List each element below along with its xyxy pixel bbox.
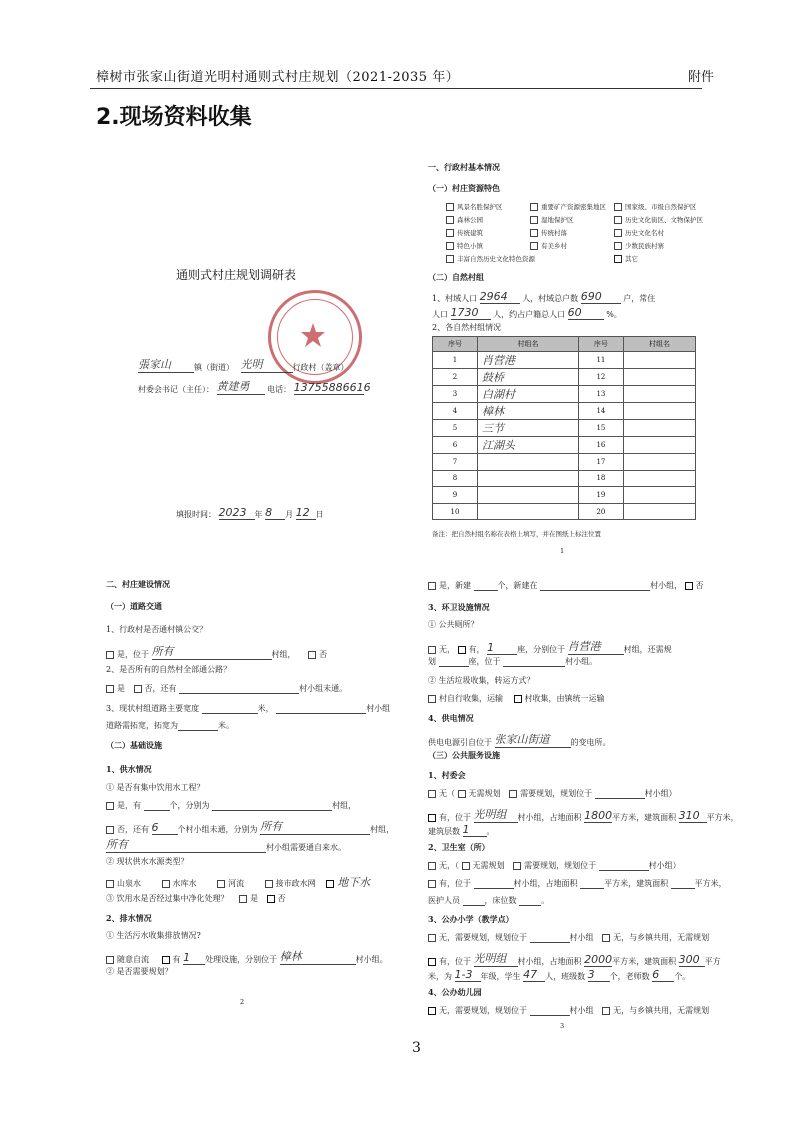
survey-form-title: 通则式村庄规划调研表 [176,268,297,282]
water-no-count: 6 [152,821,178,835]
table-header: 村组名 [623,337,695,352]
c3-build-unit: 平方 [704,957,721,966]
village-name [478,503,579,520]
toilet-plan-line [428,580,704,591]
water-need-label: 村小组需要通自来水。 [266,843,346,852]
resource-item: 传统建筑 [457,229,483,237]
table-row [433,369,696,386]
c3-students: 47 [523,968,545,982]
table-header: 序号 [578,337,623,352]
road-width-line [106,703,390,714]
c2-area-label: 村小组，占地面积 [513,879,578,888]
table-header-row [433,337,696,352]
table-row [433,503,696,520]
water-heading: 1、供水情况 [106,764,152,774]
c3-teachers-tail: 个。 [674,972,691,981]
row-number: 3 [433,386,478,403]
table-row [433,352,696,369]
c1-none: 无（ [439,789,455,798]
drain-q2: ② 是否需要规划？ [106,967,173,976]
source-option: 接市政水网 [275,879,316,888]
village-name: 江湖头 [478,437,579,454]
toilet-mid: 座，分别位于 [517,645,566,654]
panel-page-mark: 1 [560,547,565,555]
village-name: 鼓桥 [478,369,579,386]
resource-item: 丰富自然历史文化特色资源 [457,255,535,263]
toilet-location: 肖营港 [568,638,624,655]
toilet-plan-b: 座，位于 [468,657,501,666]
row-number: 16 [578,437,623,454]
village-groups-table [432,336,696,520]
road-width-unit: 米， [257,704,274,713]
clinic-heading: 2、卫生室（所） [428,842,490,852]
drain-tail: 村小组。 [355,955,388,964]
town-label: 镇（街道） [194,363,234,372]
row-number: 2 [433,369,478,386]
garbage-question: ② 生活垃圾收集，转运方式？ [428,676,535,685]
garbage-answer [428,693,605,704]
resource-item: 特色小镇 [457,242,483,250]
row-number: 5 [433,420,478,437]
c1-noplan: 无需规划 [468,789,501,798]
c1-plan: 需要规划，规划位于 [520,789,593,798]
power-line [428,731,611,748]
new-label: 是，新建 [439,581,471,590]
row-number: 20 [578,503,623,520]
water-need-value: 所有 [106,836,266,853]
resident-value: 1730 [451,306,491,320]
households-label: 人，村域总户数 [522,294,579,303]
village-groups-label: 2、各自然村组情况 [432,323,502,332]
garbage-self: 村自行收集，运输 [439,694,503,703]
c3-area-label: 村小组，占地面积 [517,957,582,966]
committee-heading: 1、村委会 [428,770,466,780]
road-widen-unit: 米。 [218,721,234,730]
village-name [478,454,579,471]
road-yes: 是 [117,684,125,693]
section-title: 2.现场资料收集 [96,105,252,130]
c1-area: 1800 [584,809,613,822]
table-row [433,420,696,437]
resource-item: 传统村落 [541,229,567,237]
table-row [433,487,696,504]
toilet-answer [428,638,672,655]
water-q1-yes [106,800,356,811]
c1-area-label: 村小组，占地面积 [517,813,582,822]
c2-none: 无，（ [439,861,459,870]
row-number: 10 [433,503,478,520]
seal-star-icon [300,322,326,348]
date-label: 填报时间： [176,510,216,519]
village-name [478,470,579,487]
document-header-appendix: 附件 [688,70,715,85]
resident-label: 户，常住 [623,294,656,303]
c3-teachers: 6 [652,968,674,982]
c2-staff-label: 医护人员 [428,896,460,905]
c3-tail: 村小组 [569,933,594,942]
secretary-label: 村委会书记（主任）： [138,385,214,394]
water-no-label: 否，还有 [117,825,149,834]
road-answer [106,683,347,694]
school-none [428,932,709,943]
date-line [176,506,324,520]
panel-page-mark: 2 [240,998,245,1006]
c3-plan: 无，需要规划，规划位于 [439,933,527,942]
table-header: 村组名 [478,337,579,352]
document-header-title: 樟树市张家山街道光明村通则式村庄规划（2021-2035 年） [96,70,460,85]
water-q3 [106,893,286,904]
resident-prefix: 人口 [432,310,448,319]
c2-beds-tail: 。 [541,896,550,905]
new-mid: 个，新建在 [497,581,538,590]
percent-value: 60 [568,306,604,320]
water-sources [106,874,370,890]
toilet-none: 无， [439,645,455,654]
c2-build-label: 平方米，建筑面积 [604,879,669,888]
phone-label: 电话： [267,385,292,394]
committee-none [428,788,677,799]
water-q3-label: ③ 饮用水是否经过集中净化处理？ [106,894,229,903]
drain-heading: 2、排水情况 [106,913,152,923]
water-no-groups: 所有 [260,818,370,835]
c3-classes: 3 [588,968,610,982]
c1-floors: 1 [463,823,487,837]
water-no-mid: 个村小组未通，分别为 [177,825,258,834]
c2-noplan: 无需规划 [472,861,505,870]
row-number: 8 [433,470,478,487]
kindergarten-heading: 4、公办幼儿园 [428,987,482,997]
day-unit: 日 [315,510,324,519]
toilet-count: 1 [487,641,517,655]
water-yes-mid: 个，分别为 [169,801,210,810]
c2-beds-label: ，床位数 [484,896,517,905]
percent-label: 人，约占户籍总人口 [493,310,566,319]
traffic-heading: （一）道路交通 [106,601,162,611]
toilet-plan-a: 划 [428,657,436,666]
resource-item: 湿地保护区 [541,216,574,224]
c2-has: 有，位于 [439,879,471,888]
c3-grades: 1-3 [455,968,481,982]
toilet-tail: 村组，还需规 [623,645,672,654]
power-heading: 4、供电情况 [428,713,474,723]
c4-plan: 无，需要规划，规划位于 [439,1006,527,1015]
toilet-has: 有， [468,645,485,654]
village-name: 樟林 [478,403,579,420]
water-no-tail: 村组， [370,825,395,834]
toilet-plan-c: 村小组。 [565,657,598,666]
c3-area: 2000 [584,953,613,966]
drain-answer [106,948,388,965]
toilet-plan [428,656,597,667]
table-row [433,454,696,471]
c2-plan: 需要规划，规划位于 [524,861,597,870]
c1-floors-tail: 。 [486,827,495,836]
bus-answer [106,643,327,660]
row-number: 1 [433,352,478,369]
c3-build-label: 平方米，建筑面积 [612,957,677,966]
c1-build-unit: 平方米， [706,813,739,822]
public-heading: （三）公共服务设施 [428,750,500,760]
bus-no: 否 [319,650,328,659]
c4-shared: 无，与乡镇共用，无需规划 [613,1006,710,1015]
env-heading: 3、环卫设施情况 [428,602,490,612]
table-row [433,403,696,420]
c1-has: 有，位于 [439,813,471,822]
school-heading: 3、公办小学（教学点） [428,914,514,924]
drain-location: 樟林 [280,948,356,965]
water-q3-no: 否 [277,894,286,903]
committee-has [428,806,739,823]
village-name: 白湖村 [478,386,579,403]
new-no: 否 [695,581,704,590]
clinic-staff [428,895,549,906]
row-number: 18 [578,470,623,487]
infra-heading: （二）基础设施 [106,740,162,750]
population-line-2 [432,306,622,320]
year-value: 2023 [219,506,255,520]
bus-value: 所有 [152,643,272,660]
drain-mid: 处理设施，分别位于 [205,955,278,964]
row-number: 14 [578,403,623,420]
water-q3-yes: 是 [250,894,259,903]
c1-build-label: 平方米，建筑面积 [612,813,677,822]
c3-students-label: 年级，学生 [480,972,521,981]
committee-floors [428,823,495,837]
month-unit: 月 [285,510,294,519]
resource-item: 有美乡村 [541,242,567,250]
c3-teachers-label: 个，老师数 [609,972,650,981]
village-value: 光明 [241,356,293,373]
c4-tail: 村小组 [569,1006,594,1015]
resource-item-checked: 其它 [625,255,638,263]
population-label: 1、村域人口 [432,294,478,303]
panel-page-mark: 3 [560,1022,565,1030]
source-option: 河流 [228,879,245,888]
table-row [433,386,696,403]
resources-heading: （一）村庄资源特色 [428,183,500,193]
clinic-none [428,860,681,871]
drain-count: 1 [183,951,205,965]
source-option-checked: 地下水 [337,876,371,889]
table-header: 序号 [433,337,478,352]
row-number: 19 [578,487,623,504]
bus-question: 1、行政村是否通村镇公交？ [106,625,208,634]
table-row [433,437,696,454]
c2-tail: 村小组） [648,861,681,870]
road-widen-line [106,720,234,731]
c3-shared: 无，与乡镇共用，无需规划 [613,933,710,942]
power-tail: 的变电所。 [570,738,611,747]
resource-item: 重要矿产资源密集地区 [541,203,606,211]
resource-item: 国家级、市级自然保护区 [625,203,697,211]
village-name [478,487,579,504]
households-value: 690 [581,290,621,304]
town-line [138,356,349,373]
percent-sign: %。 [606,310,622,319]
village-name: 三节 [478,420,579,437]
source-option: 山泉水 [117,879,141,888]
c3-grades-label: 米，为 [428,972,452,981]
c1-tail: 村小组） [644,789,677,798]
clinic-has [428,878,727,889]
resource-item: 森林公园 [457,216,483,224]
water-yes-label: 是，有 [117,801,141,810]
header-rule [90,88,702,89]
village-label: 行政村（盖章） [292,363,349,372]
table-row [433,470,696,487]
road-question: 2、是否所有的自然村全部通公路？ [106,665,232,674]
row-number: 15 [578,420,623,437]
secretary-line [138,378,371,395]
kindergarten-answer [428,1005,709,1016]
bus-yes: 是，位于 [117,650,149,659]
row-number: 11 [578,352,623,369]
village-info-heading: 一、行政村基本情况 [428,162,500,172]
month-value: 8 [265,506,285,520]
row-number: 7 [433,454,478,471]
village-name: 肖营港 [478,352,579,369]
water-q1-no [106,818,394,835]
phone-value: 13755886616 [293,381,371,394]
new-tail: 村小组， [650,581,683,590]
page-number: 3 [412,1040,421,1056]
water-q2: ② 现状供水水源类型？ [106,857,189,866]
town-value: 張家山 [138,356,194,373]
c1-floors-label: 建筑层数 [428,827,460,836]
road-tail: 村小组未通。 [299,684,348,693]
row-number: 12 [578,369,623,386]
water-yes-tail: 村组， [332,801,357,810]
resource-item: 少数民族村寨 [625,242,664,250]
drain-free: 随意自流 [117,955,149,964]
water-q1: ① 是否有集中饮用水工程？ [106,783,205,792]
road-widen-label: 道路需拓宽，拓宽为 [106,721,178,730]
c2-build-unit: 平方米， [694,879,727,888]
year-unit: 年 [254,510,263,519]
road-group-label: 村小组 [366,704,391,713]
natural-village-heading: （二）自然村组 [428,272,484,282]
garbage-town: 村收集，由镇统一运输 [524,694,605,703]
school-stats [428,968,690,982]
road-width-label: 3、现状村组道路主要宽度 [106,704,200,713]
row-number: 17 [578,454,623,471]
resource-item: 历史文化名村 [625,229,664,237]
population-value: 2964 [480,290,520,304]
source-option: 水库水 [172,879,197,888]
row-number: 13 [578,386,623,403]
row-number: 9 [433,487,478,504]
water-q1-need [106,836,346,853]
c1-location: 光明组 [474,806,518,823]
road-no: 否，还有 [144,684,177,693]
bus-tail: 村组， [271,650,296,659]
resource-item: 风景名胜保护区 [457,203,503,211]
power-label: 供电电源引自位于 [428,738,492,747]
row-number: 6 [433,437,478,454]
row-number: 4 [433,403,478,420]
c3-has: 有，位于 [439,957,471,966]
school-has [428,950,721,967]
day-value: 12 [296,506,316,520]
c3-location: 光明组 [474,950,518,967]
population-line-1 [432,290,655,304]
construction-heading: 二、村庄建设情况 [106,579,170,589]
table-note: 备注：把自然村组名称在表格上填写，并在图纸上标注位置 [432,530,601,538]
c1-build: 310 [679,809,707,823]
toilet-question: ① 公共厕所？ [428,620,479,629]
drain-has: 有 [172,955,181,964]
secretary-value: 黄建勇 [217,378,265,395]
c3-build: 300 [679,953,705,967]
c3-classes-label: 人，班级数 [545,972,586,981]
resource-item: 历史文化街区、文物保护区 [625,216,703,224]
drain-q1: ① 生活污水收集排放情况? [106,931,201,940]
power-value: 张家山街道 [495,731,571,748]
